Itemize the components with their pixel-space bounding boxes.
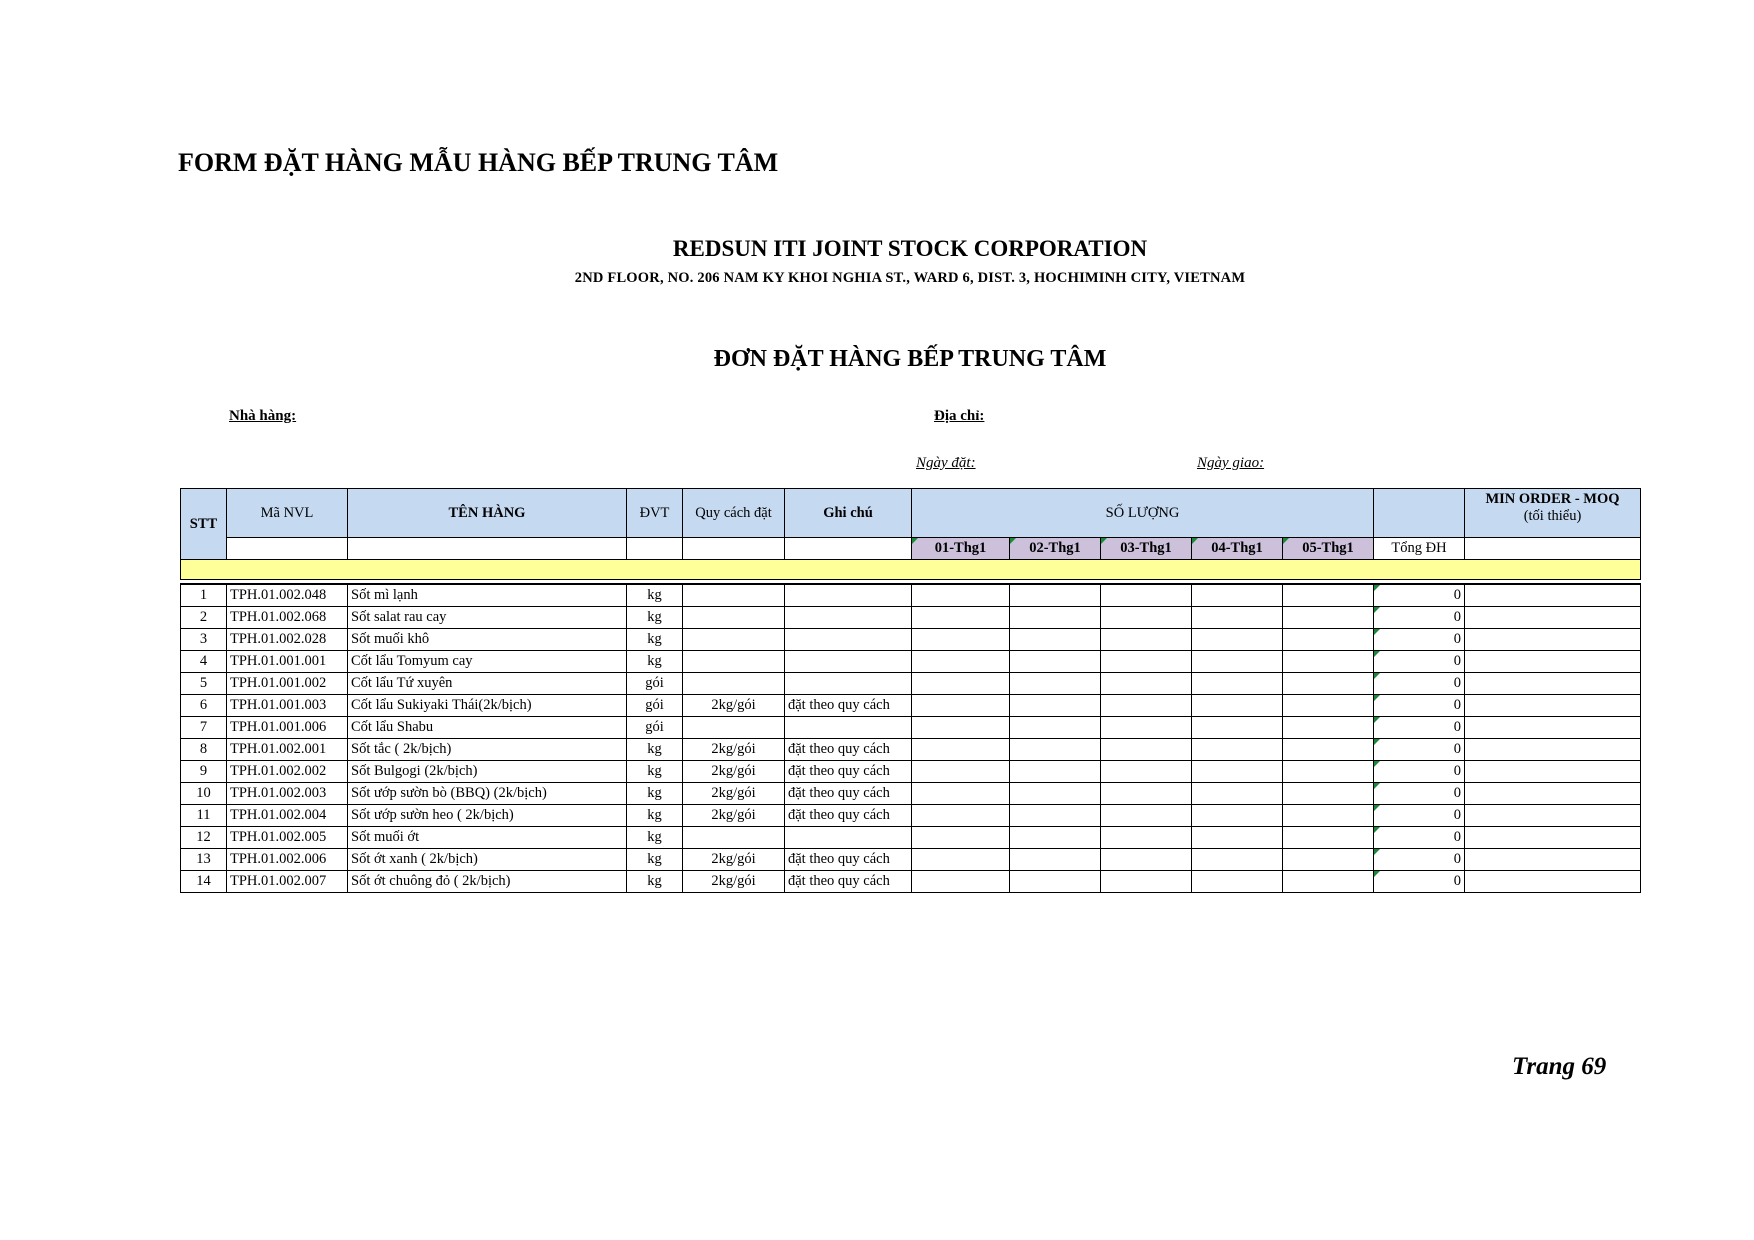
row-qty-day-4[interactable] [1192,739,1283,761]
table-row [181,827,1641,849]
row-code: TPH.01.002.028 [227,629,348,651]
row-note [785,717,912,739]
row-unit: kg [627,739,683,761]
header-total: Tổng ĐH [1374,538,1465,560]
order-date-label: Ngày đặt: [916,455,976,471]
header-quantity-label: SỐ LƯỢNG [1105,504,1180,521]
row-qty-day-5[interactable] [1283,717,1374,739]
row-name: Sốt muối khô [348,629,627,651]
table-subheader-row [181,538,1641,560]
subheader-blank [683,538,785,560]
header-day-3: 03-Thg1 [1101,538,1192,560]
row-qty-day-1[interactable] [912,783,1010,805]
row-name: Cốt lẩu Shabu [348,717,627,739]
row-name: Sốt mì lạnh [348,584,627,607]
table-row [181,651,1641,673]
row-spec [683,607,785,629]
row-qty-day-4[interactable] [1192,695,1283,717]
row-name: Sốt ớt chuông đỏ ( 2k/bịch) [348,871,627,893]
header-moq-line2: (tối thiểu) [1523,508,1582,524]
row-note [785,827,912,849]
row-qty-day-3[interactable] [1101,761,1192,783]
row-qty-day-2[interactable] [1010,849,1101,871]
row-stt: 8 [181,739,227,761]
row-qty-day-2[interactable] [1010,673,1101,695]
row-qty-day-5[interactable] [1283,651,1374,673]
row-code: TPH.01.001.001 [227,651,348,673]
row-code: TPH.01.002.002 [227,761,348,783]
row-qty-day-5[interactable] [1283,584,1374,607]
row-moq [1465,695,1641,717]
row-note [785,629,912,651]
row-stt: 6 [181,695,227,717]
table-header-row [181,489,1641,538]
row-qty-day-2[interactable] [1010,717,1101,739]
row-qty-day-3[interactable] [1101,717,1192,739]
row-note [785,651,912,673]
row-total: 0 [1374,761,1465,783]
row-name: Cốt lẩu Sukiyaki Thái(2k/bịch) [348,695,627,717]
order-table [180,488,1641,893]
table-row [181,761,1641,783]
row-note: đặt theo quy cách [785,871,912,893]
row-spec: 2kg/gói [683,805,785,827]
row-unit: kg [627,783,683,805]
row-qty-day-5[interactable] [1283,849,1374,871]
row-qty-day-1[interactable] [912,761,1010,783]
row-moq [1465,805,1641,827]
row-unit: gói [627,695,683,717]
row-note: đặt theo quy cách [785,695,912,717]
row-unit: kg [627,651,683,673]
restaurant-label: Nhà hàng: [229,408,297,424]
header-spec [683,489,785,538]
row-total: 0 [1374,805,1465,827]
row-moq [1465,651,1641,673]
row-qty-day-1[interactable] [912,871,1010,893]
row-qty-day-3[interactable] [1101,651,1192,673]
row-qty-day-4[interactable] [1192,761,1283,783]
header-quantity [912,489,1374,538]
row-name: Sốt muối ớt [348,827,627,849]
row-qty-day-1[interactable] [912,739,1010,761]
row-qty-day-2[interactable] [1010,651,1101,673]
row-stt: 11 [181,805,227,827]
row-spec: 2kg/gói [683,849,785,871]
row-stt: 2 [181,607,227,629]
row-unit: kg [627,805,683,827]
row-qty-day-5[interactable] [1283,827,1374,849]
row-total: 0 [1374,584,1465,607]
row-qty-day-1[interactable] [912,827,1010,849]
row-total: 0 [1374,739,1465,761]
row-qty-day-1[interactable] [912,805,1010,827]
row-qty-day-2[interactable] [1010,783,1101,805]
row-total: 0 [1374,673,1465,695]
row-stt: 4 [181,651,227,673]
row-spec [683,717,785,739]
row-qty-day-2[interactable] [1010,739,1101,761]
row-qty-day-4[interactable] [1192,673,1283,695]
row-qty-day-1[interactable] [912,849,1010,871]
row-qty-day-5[interactable] [1283,629,1374,651]
table-row [181,584,1641,607]
row-stt: 12 [181,827,227,849]
row-qty-day-1[interactable] [912,584,1010,607]
row-code: TPH.01.002.048 [227,584,348,607]
row-stt: 1 [181,584,227,607]
row-name: Sốt ớt xanh ( 2k/bịch) [348,849,627,871]
row-code: TPH.01.002.007 [227,871,348,893]
row-note [785,607,912,629]
row-name: Sốt tắc ( 2k/bịch) [348,739,627,761]
row-qty-day-1[interactable] [912,607,1010,629]
row-qty-day-1[interactable] [912,651,1010,673]
row-qty-day-3[interactable] [1101,871,1192,893]
row-code: TPH.01.002.006 [227,849,348,871]
row-total: 0 [1374,607,1465,629]
header-unit [627,489,683,538]
row-name: Sốt Bulgogi (2k/bịch) [348,761,627,783]
row-moq [1465,871,1641,893]
row-spec [683,629,785,651]
row-qty-day-2[interactable] [1010,827,1101,849]
row-code: TPH.01.002.005 [227,827,348,849]
row-stt: 3 [181,629,227,651]
row-name: Sốt salat rau cay [348,607,627,629]
row-stt: 13 [181,849,227,871]
table-row [181,717,1641,739]
row-note [785,673,912,695]
row-qty-day-4[interactable] [1192,805,1283,827]
row-spec [683,584,785,607]
row-code: TPH.01.002.001 [227,739,348,761]
row-qty-day-4[interactable] [1192,827,1283,849]
row-code: TPH.01.001.002 [227,673,348,695]
form-title: FORM ĐẶT HÀNG MẪU HÀNG BẾP TRUNG TÂM [178,148,779,177]
highlight-row [181,560,1641,580]
header-day-2: 02-Thg1 [1010,538,1101,560]
row-code: TPH.01.002.003 [227,783,348,805]
row-qty-day-3[interactable] [1101,673,1192,695]
table-row [181,629,1641,651]
row-moq [1465,739,1641,761]
row-note: đặt theo quy cách [785,805,912,827]
row-spec: 2kg/gói [683,871,785,893]
row-moq [1465,761,1641,783]
row-qty-day-5[interactable] [1283,871,1374,893]
row-qty-day-2[interactable] [1010,761,1101,783]
subheader-blank [785,538,912,560]
row-qty-day-5[interactable] [1283,761,1374,783]
row-stt: 14 [181,871,227,893]
row-qty-day-4[interactable] [1192,717,1283,739]
table-row [181,783,1641,805]
row-stt: 10 [181,783,227,805]
subheader-blank [348,538,627,560]
row-note [785,584,912,607]
order-title: ĐƠN ĐẶT HÀNG BẾP TRUNG TÂM [713,346,1107,372]
row-spec: 2kg/gói [683,739,785,761]
row-total: 0 [1374,871,1465,893]
header-day-5: 05-Thg1 [1283,538,1374,560]
row-spec: 2kg/gói [683,783,785,805]
row-note: đặt theo quy cách [785,849,912,871]
row-qty-day-1[interactable] [912,717,1010,739]
subheader-blank [627,538,683,560]
row-unit: kg [627,607,683,629]
row-qty-day-1[interactable] [912,673,1010,695]
header-day-4: 04-Thg1 [1192,538,1283,560]
row-stt: 9 [181,761,227,783]
row-qty-day-2[interactable] [1010,629,1101,651]
row-note: đặt theo quy cách [785,739,912,761]
row-unit: kg [627,761,683,783]
row-qty-day-5[interactable] [1283,739,1374,761]
row-qty-day-5[interactable] [1283,805,1374,827]
row-qty-day-2[interactable] [1010,607,1101,629]
table-row [181,805,1641,827]
header-name: TÊN HÀNG [348,489,627,538]
table-row [181,695,1641,717]
delivery-date-label: Ngày giao: [1197,455,1265,471]
row-stt: 5 [181,673,227,695]
row-qty-day-3[interactable] [1101,695,1192,717]
row-total: 0 [1374,651,1465,673]
header-code-label: Mã NVL [260,504,314,521]
row-qty-day-5[interactable] [1283,607,1374,629]
row-unit: kg [627,849,683,871]
row-total: 0 [1374,827,1465,849]
row-qty-day-3[interactable] [1101,783,1192,805]
subheader-blank [227,538,348,560]
header-unit-label: ĐVT [639,504,670,521]
row-moq [1465,849,1641,871]
row-qty-day-4[interactable] [1192,651,1283,673]
row-note: đặt theo quy cách [785,783,912,805]
row-qty-day-3[interactable] [1101,629,1192,651]
row-spec [683,827,785,849]
row-name: Cốt lẩu Tomyum cay [348,651,627,673]
row-qty-day-4[interactable] [1192,629,1283,651]
table-body [181,584,1641,893]
row-note: đặt theo quy cách [785,761,912,783]
row-qty-day-3[interactable] [1101,584,1192,607]
header-code [227,489,348,538]
row-unit: kg [627,629,683,651]
row-total: 0 [1374,849,1465,871]
row-total: 0 [1374,717,1465,739]
row-unit: kg [627,827,683,849]
row-qty-day-3[interactable] [1101,805,1192,827]
row-qty-day-3[interactable] [1101,739,1192,761]
header-note: Ghi chú [785,489,912,538]
row-total: 0 [1374,695,1465,717]
row-qty-day-3[interactable] [1101,849,1192,871]
row-qty-day-4[interactable] [1192,607,1283,629]
page-number: Trang 69 [1512,1053,1607,1080]
highlight-cell [181,560,1641,580]
address-label: Địa chỉ: [934,408,985,424]
row-qty-day-5[interactable] [1283,783,1374,805]
row-total: 0 [1374,629,1465,651]
row-name: Sốt ướp sườn heo ( 2k/bịch) [348,805,627,827]
row-moq [1465,607,1641,629]
row-qty-day-3[interactable] [1101,607,1192,629]
header-stt: STT [181,489,227,560]
row-unit: kg [627,584,683,607]
row-code: TPH.01.001.003 [227,695,348,717]
table-row [181,739,1641,761]
row-qty-day-2[interactable] [1010,871,1101,893]
row-moq [1465,783,1641,805]
row-name: Sốt ướp sườn bò (BBQ) (2k/bịch) [348,783,627,805]
row-moq [1465,827,1641,849]
table-row [181,849,1641,871]
row-moq [1465,584,1641,607]
row-qty-day-2[interactable] [1010,584,1101,607]
row-qty-day-5[interactable] [1283,695,1374,717]
row-total: 0 [1374,783,1465,805]
row-spec: 2kg/gói [683,695,785,717]
row-code: TPH.01.002.004 [227,805,348,827]
table-row [181,607,1641,629]
row-name: Cốt lẩu Tứ xuyên [348,673,627,695]
header-day-1: 01-Thg1 [912,538,1010,560]
row-qty-day-4[interactable] [1192,584,1283,607]
row-moq [1465,717,1641,739]
row-moq [1465,629,1641,651]
row-qty-day-2[interactable] [1010,805,1101,827]
subheader-blank [1465,538,1641,560]
header-total-top [1374,489,1465,538]
header-spec-label: Quy cách đặt [695,504,772,521]
table-row [181,673,1641,695]
row-stt: 7 [181,717,227,739]
table-row [181,871,1641,893]
row-unit: kg [627,871,683,893]
row-code: TPH.01.002.068 [227,607,348,629]
row-qty-day-2[interactable] [1010,695,1101,717]
row-spec [683,651,785,673]
company-address: 2ND FLOOR, NO. 206 NAM KY KHOI NGHIA ST., WARD 6, DIST. 3, HOCHIMINH CITY, VIETNAM [574,270,1246,286]
row-unit: gói [627,673,683,695]
row-unit: gói [627,717,683,739]
row-qty-day-3[interactable] [1101,827,1192,849]
row-spec: 2kg/gói [683,761,785,783]
company-name: REDSUN ITI JOINT STOCK CORPORATION [672,236,1148,261]
row-qty-day-5[interactable] [1283,673,1374,695]
header-moq-line1: MIN ORDER - MOQ [1485,491,1620,507]
row-qty-day-4[interactable] [1192,871,1283,893]
row-qty-day-4[interactable] [1192,783,1283,805]
row-qty-day-1[interactable] [912,695,1010,717]
row-qty-day-4[interactable] [1192,849,1283,871]
header-moq [1465,489,1641,538]
row-moq [1465,673,1641,695]
row-code: TPH.01.001.006 [227,717,348,739]
row-qty-day-1[interactable] [912,629,1010,651]
row-spec [683,673,785,695]
